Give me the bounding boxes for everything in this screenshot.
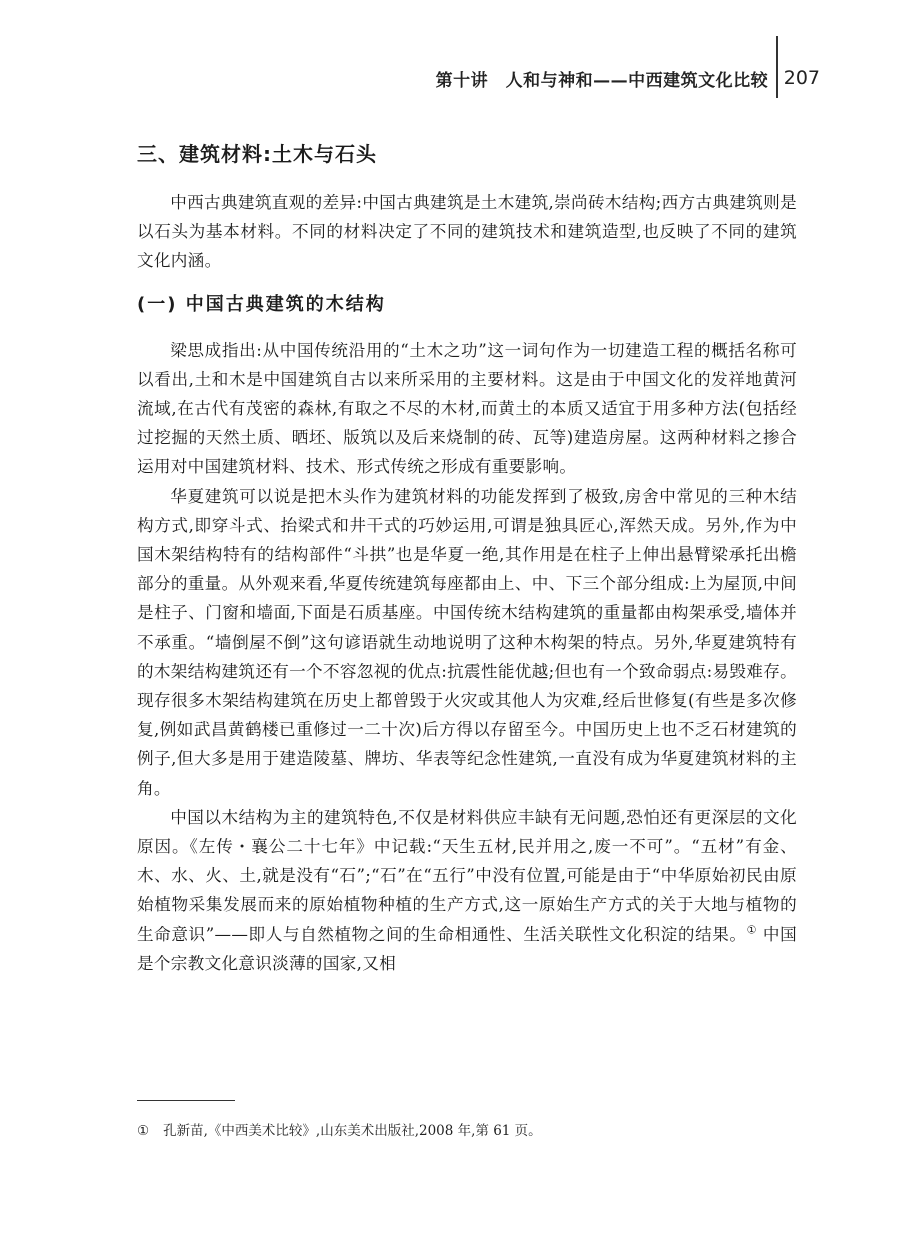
body-paragraph: 华夏建筑可以说是把木头作为建筑材料的功能发挥到了极致,房舍中常见的三种木结构方式,即穿斗式、抬梁式和井干式的巧妙运用,可谓是独具匠心,浑然天成。另外,作为中国木架结构特有的结构部件“斗拱”也是华夏一绝,其作用是在柱子上伸出悬臂梁承托出檐部分的重量。从外观来看,华夏传统建筑每座都由上、中、下三个部分组成:上为屋顶,中间是柱子、门窗和墙面,下面是石质基座。中国传统木结构建筑的重量都由构架承受,墙体并不承重。“墙倒屋不倒”这句谚语就生动地说明了这种木构架的特点。另外,华夏建筑特有的木架结构建筑还有一个不容忽视的优点:抗震性能优越;但也有一个致命弱点:易毁难存。现存很多木架结构建筑在历史上都曾毁于火灾或其他人为灾难,经后世修复(有些是多次修复,例如武昌黄鹤楼已重修过一二十次)后方得以存留至今。中国历史上也不乏石材建筑的例子,但大多是用于建造陵墓、牌坊、华表等纪念性建筑,一直没有成为华夏建筑材料的主角。 <box>137 486 797 798</box>
running-header-title: 第十讲 人和与神和——中西建筑文化比较 <box>435 70 769 91</box>
main-text <box>137 138 797 978</box>
footnote-number: ① <box>137 1123 150 1139</box>
paragraph-text: 中国以木结构为主的建筑特色,不仅是材料供应丰缺有无问题,恐怕还有更深层的文化原因。《左传・襄公二十七年》中记载:“天生五材,民并用之,废一不可”。“五材”有金、木、水、火、土,就是没有“石”;“石”在“五行”中没有位置,可能是由于“中华原始初民由原始植物采集发展而来的原始植物种植的生产方式,这一原始生产方式的关于大地与植物的生命意识”——即人与自然植物之间的生命相通性、生活关联性文化积淀的结果。 <box>137 807 797 944</box>
footnote-reference[interactable]: ① <box>746 923 758 937</box>
running-header <box>436 58 820 98</box>
page-number: 207 <box>783 67 820 89</box>
section-intro-paragraph: 中西古典建筑直观的差异:中国古典建筑是土木建筑,崇尚砖木结构;西方古典建筑则是以石头为基本材料。不同的材料决定了不同的建筑技术和建筑造型,也反映了不同的建筑文化内涵。 <box>137 193 797 271</box>
header-divider <box>776 36 778 98</box>
subsection-heading: (一) 中国古典建筑的木结构 <box>137 293 386 315</box>
paragraph-text-continued: 中国是个宗教文化意识淡薄的国家,又相 <box>137 924 798 973</box>
footnote-separator <box>137 1100 235 1101</box>
body-paragraph-with-note <box>137 803 797 978</box>
footnote-text: 孔新苗,《中西美术比较》,山东美术出版社,2008 年,第 61 页。 <box>163 1123 542 1139</box>
footnote <box>137 1120 542 1142</box>
body-paragraph: 梁思成指出:从中国传统沿用的“土木之功”这一词句作为一切建造工程的概括名称可以看出,土和木是中国建筑自古以来所采用的主要材料。这是由于中国文化的发祥地黄河流域,在古代有茂密的森林,有取之不尽的木材,而黄土的本质又适宜于用多种方法(包括经过挖掘的天然土质、晒坯、版筑以及后来烧制的砖、瓦等)建造房屋。这两种材料之掺合运用对中国建筑材料、技术、形式传统之形成有重要影响。 <box>137 340 797 477</box>
section-heading: 三、建筑材料:土木与石头 <box>137 142 377 166</box>
